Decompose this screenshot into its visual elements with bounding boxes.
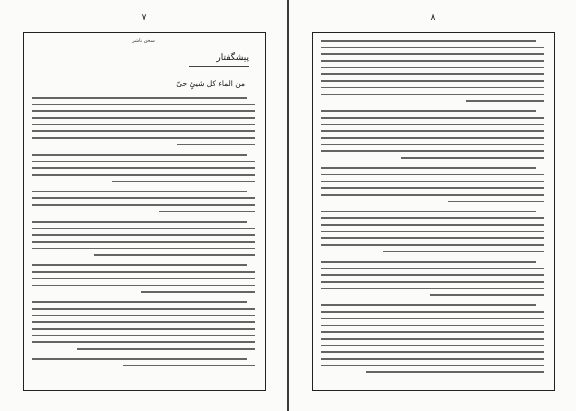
body-text <box>32 97 255 375</box>
text-line <box>123 365 255 367</box>
text-line <box>32 341 255 343</box>
text-line <box>321 144 544 146</box>
text-line <box>141 291 255 293</box>
running-header: سخن ناشر <box>132 38 155 44</box>
text-line <box>321 268 544 270</box>
text-line <box>32 161 255 163</box>
left-page <box>0 0 287 411</box>
text-line <box>32 110 255 112</box>
text-line <box>321 274 544 276</box>
text-line <box>32 228 255 230</box>
text-line <box>32 301 247 303</box>
text-line <box>32 204 255 206</box>
text-line <box>321 311 544 313</box>
text-line <box>321 318 544 320</box>
text-line <box>112 181 255 183</box>
text-line <box>321 237 544 239</box>
text-line <box>383 251 544 253</box>
text-line <box>321 261 536 263</box>
text-line <box>321 130 544 132</box>
text-line <box>32 308 255 310</box>
text-line <box>32 97 247 99</box>
text-line <box>32 285 255 287</box>
text-line <box>321 331 544 333</box>
text-line <box>321 288 544 290</box>
text-line <box>321 187 544 189</box>
text-line <box>321 60 544 62</box>
text-line <box>321 117 544 119</box>
text-line <box>321 211 536 213</box>
page-number: ۸ <box>430 13 436 23</box>
text-line <box>366 371 544 373</box>
text-line <box>32 130 255 132</box>
text-line <box>32 167 255 169</box>
title-underline <box>189 66 249 67</box>
text-line <box>321 281 544 283</box>
text-line <box>32 241 255 243</box>
text-line <box>32 358 247 360</box>
text-line <box>32 221 247 223</box>
text-line <box>321 124 544 126</box>
text-line <box>448 201 544 203</box>
text-line <box>32 137 255 139</box>
text-line <box>321 194 544 196</box>
text-line <box>32 271 255 273</box>
text-line <box>321 87 544 89</box>
text-line <box>32 264 247 266</box>
text-line <box>32 154 247 156</box>
body-text <box>321 40 544 381</box>
text-line <box>321 358 544 360</box>
text-line <box>32 174 255 176</box>
text-line <box>321 150 544 152</box>
text-line <box>321 338 544 340</box>
text-line <box>321 345 544 347</box>
text-line <box>321 224 544 226</box>
right-page <box>289 0 576 411</box>
text-line <box>321 304 536 306</box>
text-line <box>401 157 544 159</box>
text-line <box>32 117 255 119</box>
page-number: ۷ <box>141 13 147 23</box>
text-line <box>32 234 255 236</box>
text-line <box>32 328 255 330</box>
text-line <box>466 100 544 102</box>
text-line <box>32 321 255 323</box>
text-line <box>321 217 544 219</box>
text-line <box>32 315 255 317</box>
text-line <box>177 144 255 146</box>
text-line <box>430 294 544 296</box>
text-line <box>32 335 255 337</box>
text-line <box>32 104 255 106</box>
text-line <box>321 40 536 42</box>
text-line <box>321 73 544 75</box>
text-line <box>321 167 536 169</box>
text-line <box>321 47 544 49</box>
text-line <box>32 124 255 126</box>
text-line <box>94 254 255 256</box>
text-line <box>32 197 255 199</box>
text-line <box>321 53 544 55</box>
page-subtitle: من الماء کل شیئٍ حیّ <box>176 79 245 88</box>
text-line <box>321 80 544 82</box>
text-line <box>321 94 544 96</box>
text-line <box>321 325 544 327</box>
text-line <box>321 365 544 367</box>
text-line <box>321 174 544 176</box>
text-line <box>32 191 247 193</box>
text-line <box>321 110 536 112</box>
text-line <box>77 348 255 350</box>
text-line <box>321 67 544 69</box>
text-line <box>321 231 544 233</box>
text-line <box>321 351 544 353</box>
text-line <box>321 137 544 139</box>
text-line <box>159 211 255 213</box>
text-line <box>32 278 255 280</box>
text-line <box>321 181 544 183</box>
page-title: پیشگفتار <box>216 53 249 63</box>
text-line <box>321 244 544 246</box>
text-line <box>32 248 255 250</box>
